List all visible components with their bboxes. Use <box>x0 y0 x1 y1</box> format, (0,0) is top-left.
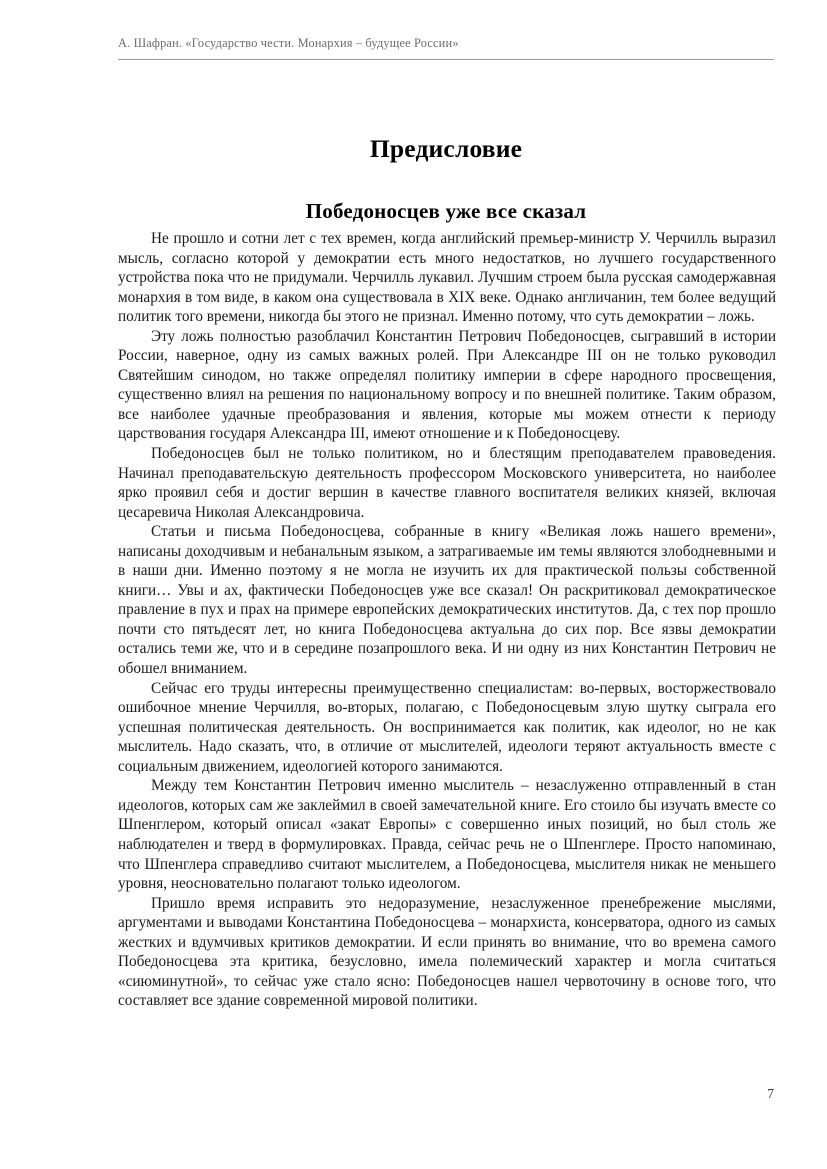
paragraph: Эту ложь полностью разоблачил Константин Петрович Победоносцев, сыгравший в истории России, наверное, одну из самых важных ролей. При Александре III он не только руководил Святейшим синодом, но также определял политику империи в сфере народного просвещения, существенно влиял на решения по национальному вопросу и по внешней политике. Таким образом, все наиболее удачные преобразования и явления, которые мы можем отнести к периоду царствования государя Александра III, имеют отношение и к Победоносцеву. <box>118 327 776 443</box>
running-head <box>118 36 774 60</box>
paragraph: Между тем Константин Петрович именно мыслитель – незаслуженно отправленный в стан идеологов, которых сам же заклеймил в своей замечательной книге. Его стоило бы изучать вместе со Шпенглером, который описал «закат Европы» с совершенно иных позиций, но был столь же наблюдателен и тверд в формулировках. Правда, сейчас речь не о Шпенглере. Просто напоминаю, что Шпенглера справедливо считают мыслителем, а Победоносцева, мыслителя никак не меньшего уровня, неосновательно полагают только идеологом. <box>118 777 776 893</box>
page-title: Предисловие <box>369 134 523 164</box>
paragraph: Пришло время исправить это недоразумение, незаслуженное пренебрежение мыслями, аргументами и выводами Константина Победоносцева – монархиста, консерватора, одного из самых жестких и вдумчивых критиков демократии. И если принять во внимание, что во времена самого Победоносцева эта критика, безусловно, имела полемический характер и могла считаться «сиюминутной», то сейчас уже стало ясно: Победоносцев нашел червоточину в основе того, что составляет все здание современной мировой политики. <box>118 894 776 1010</box>
paragraph: Статьи и письма Победоносцева, собранные в книгу «Великая ложь нашего времени», написаны доходчивым и небанальным языком, а затрагиваемые им темы являются злободневными и в наши дни. Именно поэтому я не могла не изучить их для практической пользы собственной книги… Увы и ах, фактически Победоносцев уже все сказал! Он раскритиковал демократическое правление в пух и прах на примере европейских демократических институтов. Да, с тех пор прошло почти сто пятьдесят лет, но книга Победоносцева актуальна до сих пор. Все язвы демократии остались теми же, что и в середине позапрошлого века. И ни одну из них Константин Петрович не обошел вниманием. <box>118 523 776 678</box>
body-text <box>118 229 776 1011</box>
paragraph: Не прошло и сотни лет с тех времен, когда английский премьер-министр У. Черчилль выразил мысль, согласно которой у демократии есть много недостатков, но лучшего государственного устройства пока что не придумали. Черчилль лукавил. Лучшим строем была русская самодержавная монархия в том виде, в каком она существовала в XIX веке. Однако англичанин, тем более ведущий политик того времени, никогда бы этого не признал. Именно потому, что суть демократии – ложь. <box>118 230 776 326</box>
section-title: Победоносцев уже все сказал <box>305 199 587 224</box>
paragraph: Победоносцев был не только политиком, но и блестящим преподавателем правоведения. Начинал преподавательскую деятельность профессором Московского университета, но наиболее ярко проявил себя и достиг вершин в качестве главного воспитателя великих князей, включая цесаревича Николая Александровича. <box>118 445 776 521</box>
running-head-rule <box>118 59 774 60</box>
page-number: 7 <box>767 1086 774 1101</box>
paragraph: Сейчас его труды интересны преимущественно специалистам: во-первых, восторжествовало ошибочное мнение Черчилля, во-вторых, полагаю, с Победоносцевым злую шутку сыграла его успешная политическая деятельность. Он воспринимается как политик, как идеолог, но не как мыслитель. Надо сказать, что, в отличие от мыслителей, идеологи теряют актуальность вместе с социальным движением, идеологией которого занимаются. <box>118 679 776 775</box>
running-head-text: А. Шафран. «Государство чести. Монархия – будущее России» <box>118 36 459 50</box>
